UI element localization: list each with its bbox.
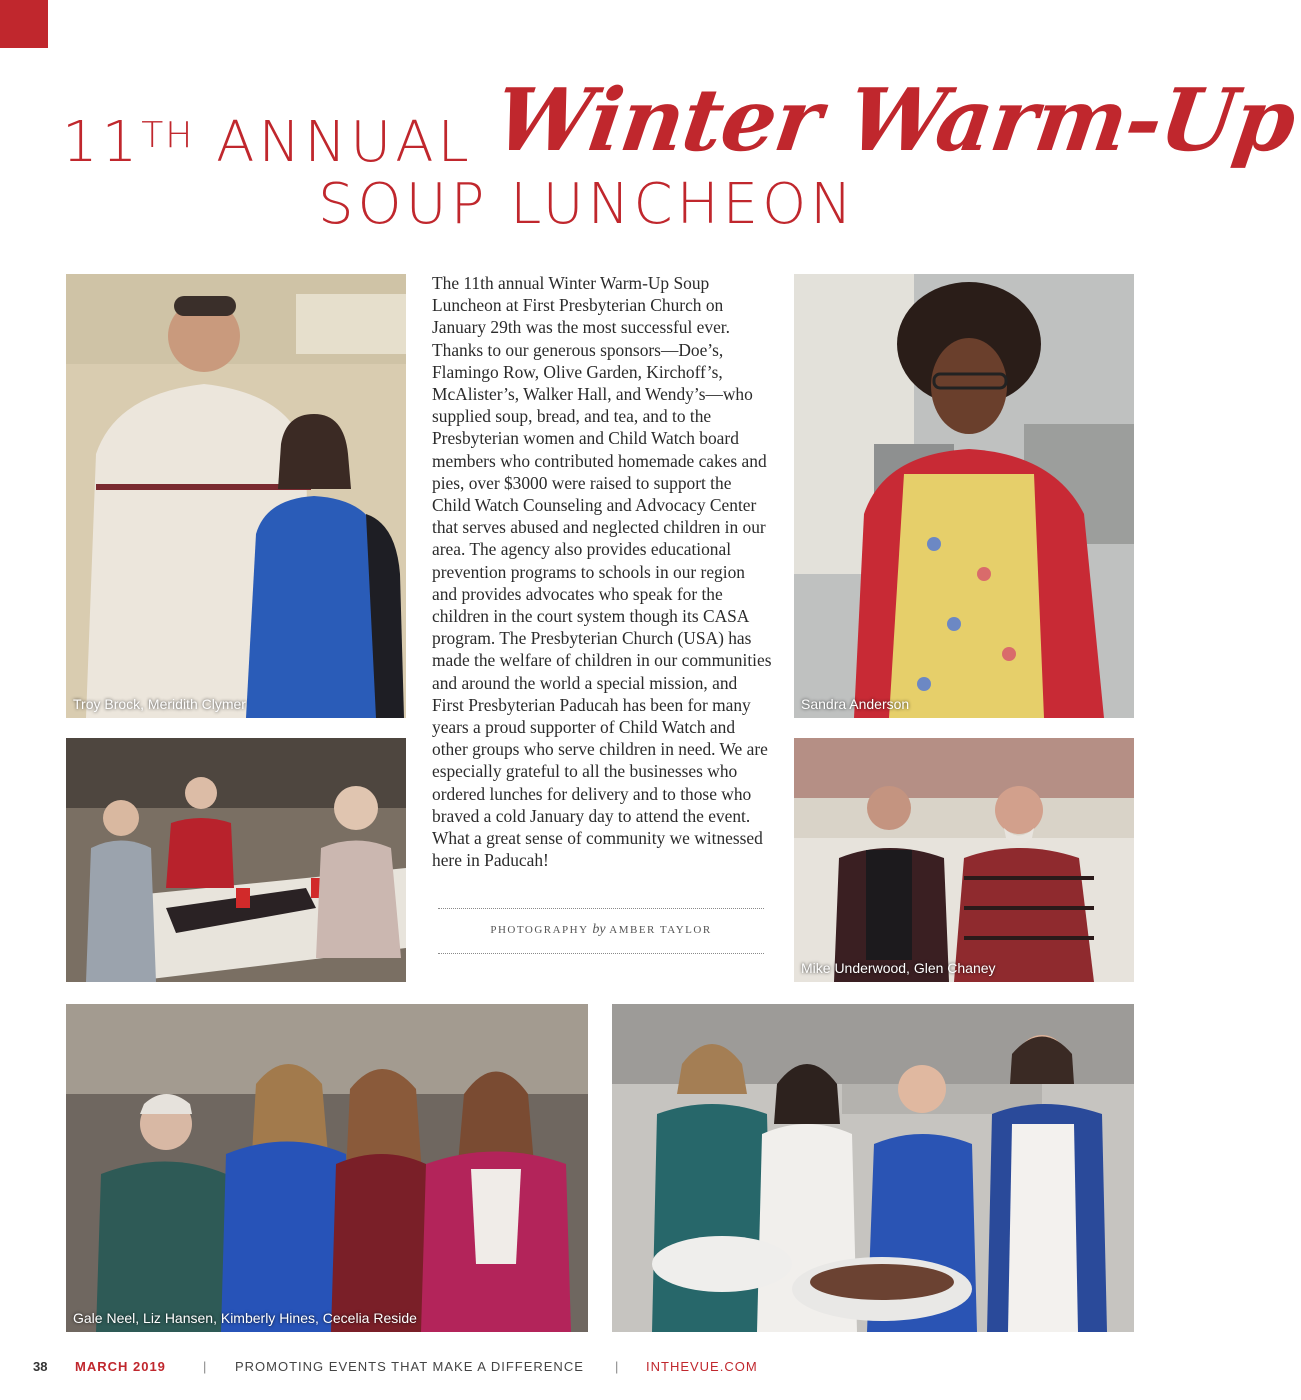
headline (0, 0, 1301, 260)
credit-label: PHOTOGRAPHY (490, 924, 589, 936)
footer-website-link[interactable]: INTHEVUE.COM (646, 1359, 758, 1374)
photo-luncheon-tables (66, 738, 406, 982)
photo-illustration (66, 1004, 588, 1332)
photo-illustration (612, 1004, 1134, 1332)
photo-credit (438, 922, 764, 938)
headline-annual-word: ANNUAL (216, 110, 473, 175)
headline-script: Winter Warm-Up (488, 70, 1301, 171)
page-number: 38 (33, 1359, 48, 1374)
photo-illustration (66, 274, 406, 718)
photo-caption: Gale Neel, Liz Hansen, Kimberly Hines, Cecelia Reside (73, 1310, 417, 1326)
photo-illustration (794, 738, 1134, 982)
headline-ordinal: TH (141, 115, 195, 156)
credit-name: AMBER TAYLOR (609, 924, 712, 936)
footer-tagline: PROMOTING EVENTS THAT MAKE A DIFFERENCE (235, 1359, 584, 1374)
photo-sandra (794, 274, 1134, 718)
credit-rule-top (438, 908, 764, 909)
headline-number: 11 (62, 110, 142, 175)
footer-separator: | (615, 1359, 619, 1374)
photo-illustration (794, 274, 1134, 718)
article-body (432, 272, 772, 871)
photo-caption: Troy Brock, Meridith Clymer (73, 696, 246, 712)
photo-caption: Sandra Anderson (801, 696, 910, 712)
footer-separator: | (203, 1359, 207, 1374)
issue-date: MARCH 2019 (75, 1359, 166, 1374)
photo-mike-glen (794, 738, 1134, 982)
photo-kitchen-volunteers (612, 1004, 1134, 1332)
photo-gale-liz-kimberly-cecelia (66, 1004, 588, 1332)
photo-illustration (66, 738, 406, 982)
headline-subtitle: SOUP LUNCHEON (318, 172, 857, 237)
headline-annual (62, 110, 473, 175)
photo-troy-meridith (66, 274, 406, 718)
credit-rule-bottom (438, 953, 764, 954)
article-paragraph: The 11th annual Winter Warm-Up Soup Luncheon at First Presbyterian Church on January 29th was the most successful ever. Thanks to our generous sponsors—Doe’s, Flamingo Row, Olive Garden, Kirchoff’s, McAlister’s, Walker Hall, and Wendy’s—who supplied soup, bread, and tea, and to the Presbyterian women and Child Watch board members who contributed homemade cakes and pies, over $3000 were raised to support the Child Watch Counseling and Advocacy Center that serves abused and neglected children in our area. The agency also provides educational prevention programs to schools in our region and provides advocates who speak for the children in the court system though its CASA program. The Presbyterian Church (USA) has made the welfare of children in our communities and around the world a special mission, and First Presbyterian Paducah has been for many years a proud supporter of Child Watch and other groups who serve children in need. We are especially grateful to all the businesses who ordered lunches for delivery and to those who braved a cold January day to attend the event. What a great sense of community we witnessed here in Paducah! (432, 273, 772, 871)
credit-by: by (592, 922, 606, 937)
photo-caption: Mike Underwood, Glen Chaney (801, 960, 996, 976)
